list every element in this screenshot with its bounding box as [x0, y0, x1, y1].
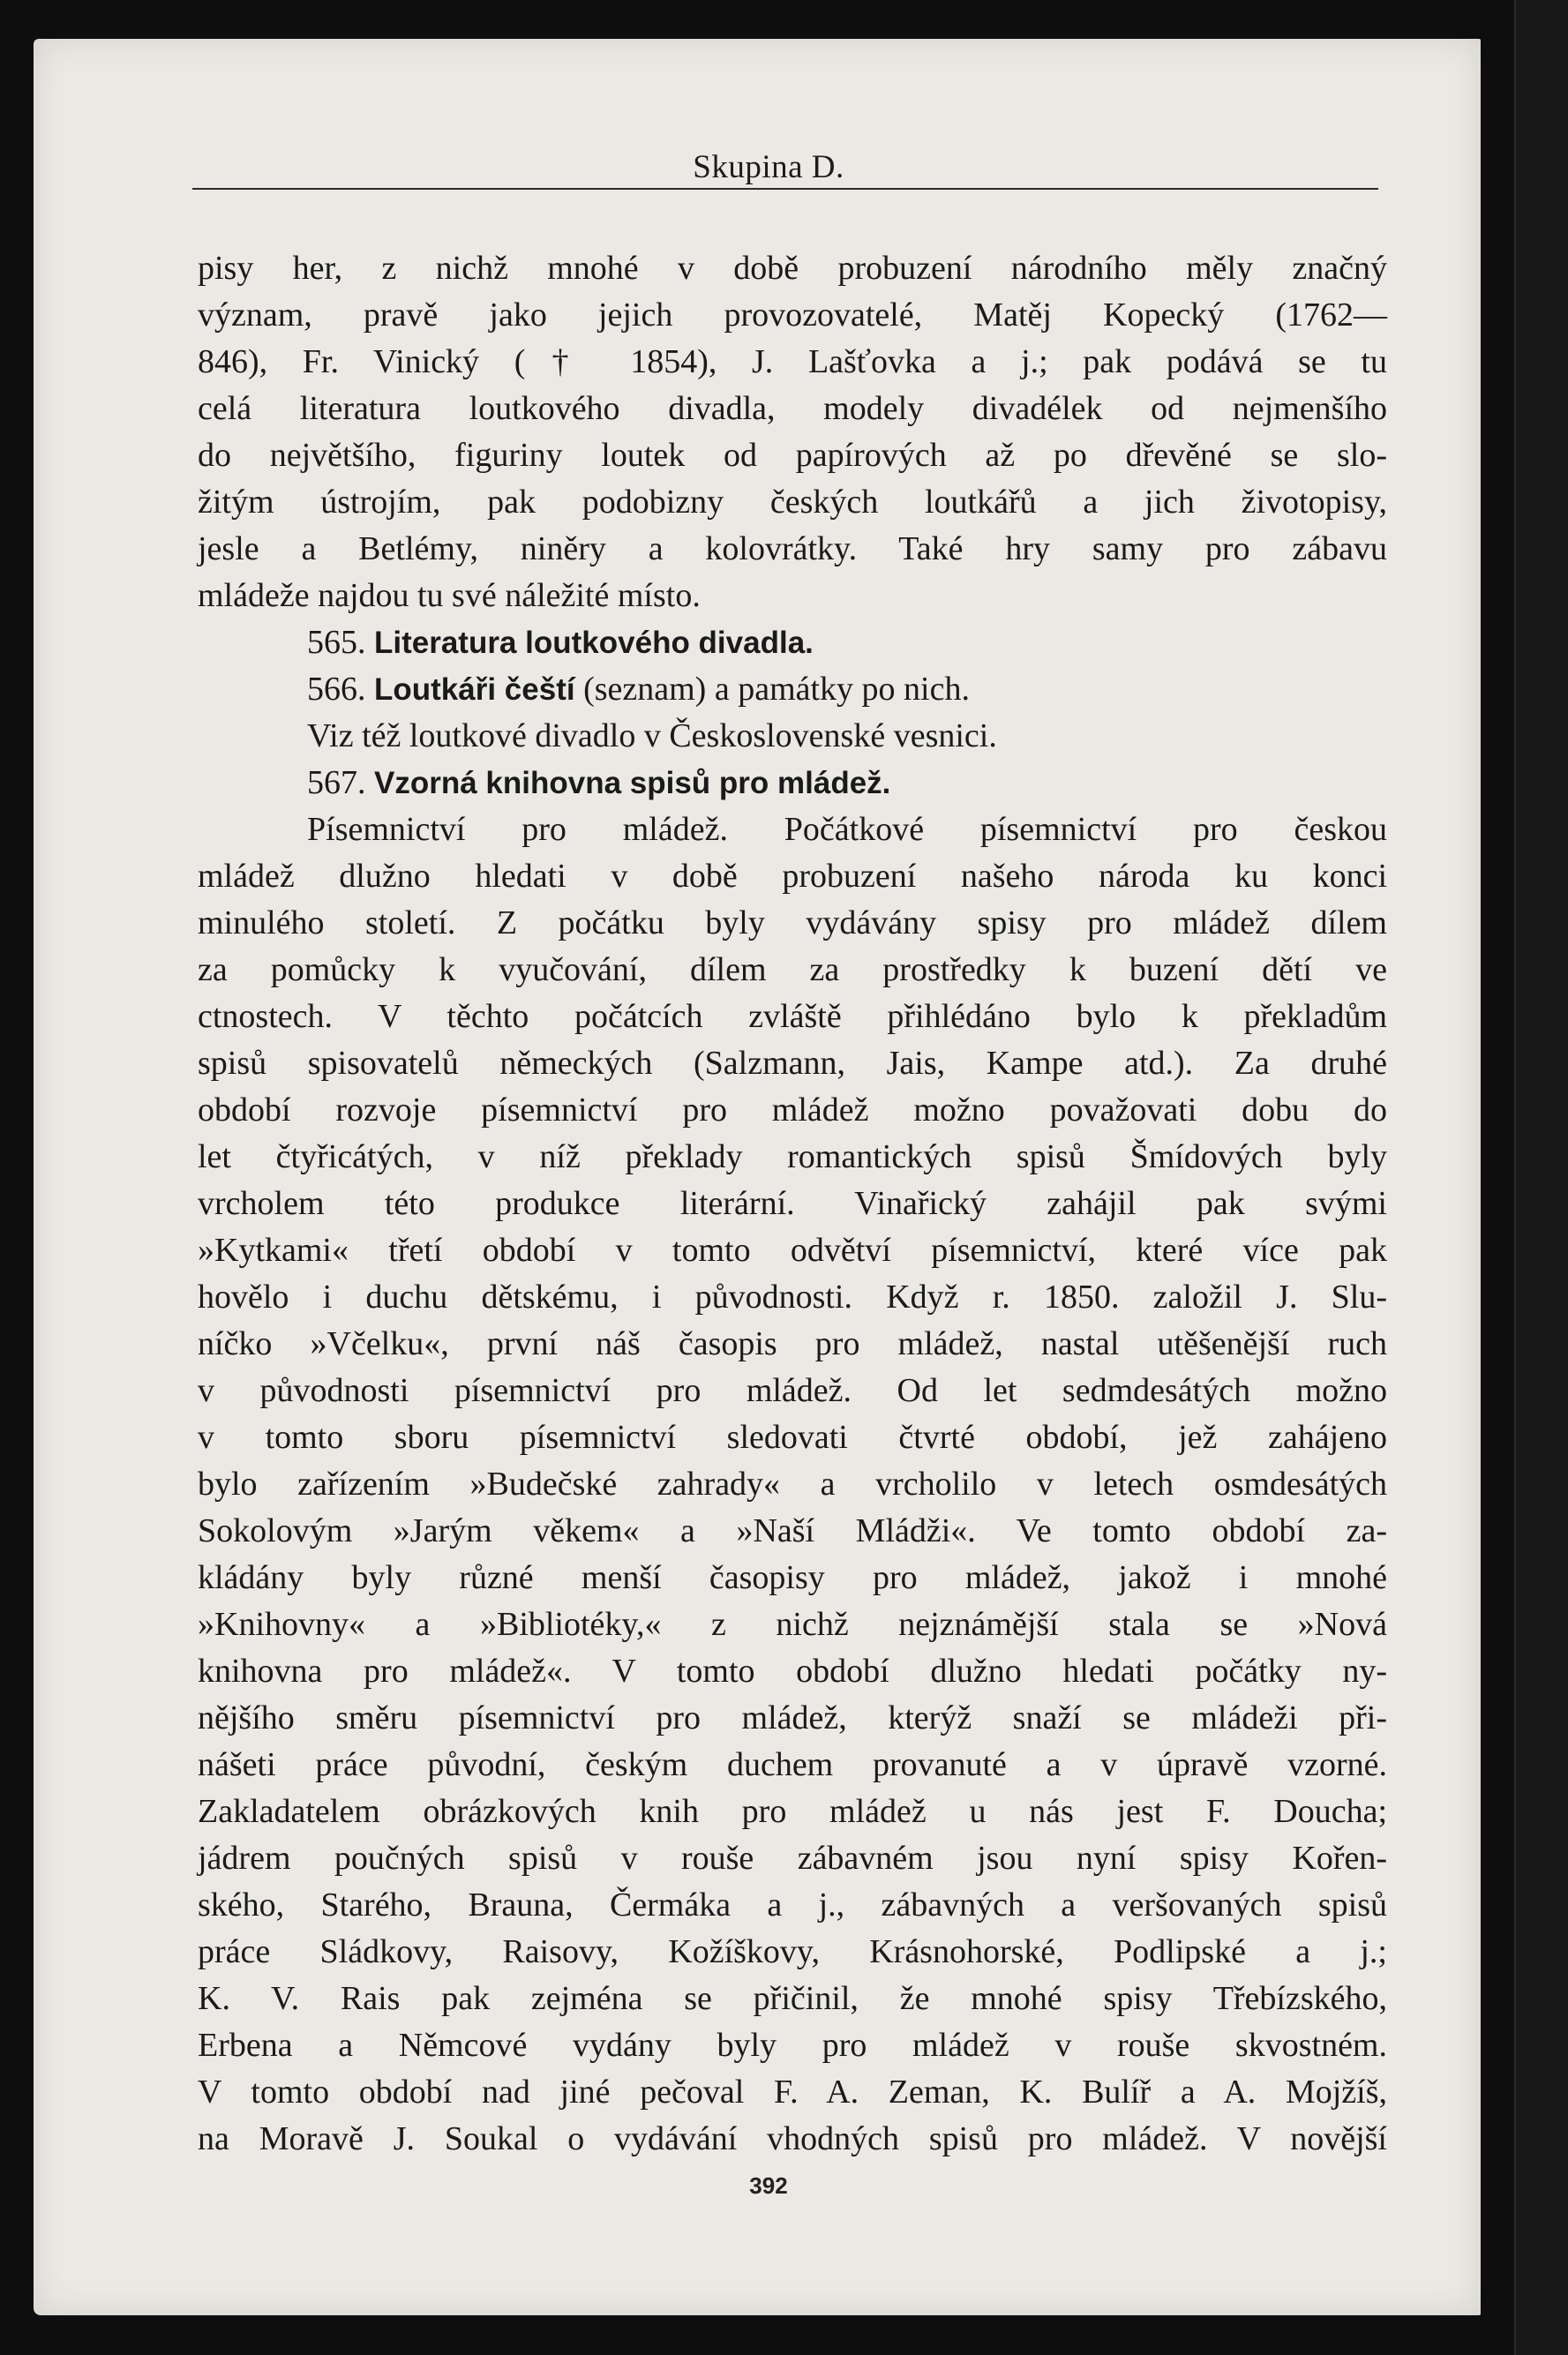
paragraph-line: za pomůcky k vyučování, dílem za prostředky k buzení dětí ve [198, 951, 1387, 988]
paragraph-line: mládež dlužno hledati v době probuzení našeho národa ku konci [198, 858, 1387, 895]
paragraph-line: knihovna pro mládež«. V tomto období dlužno hledati počátky ny- [198, 1653, 1387, 1690]
entry-number: 567. [307, 764, 366, 801]
paragraph-line: K. V. Rais pak zejména se přičinil, že mnohé spisy Třebízského, [198, 1980, 1387, 2017]
paragraph-line: hovělo i duchu dětskému, i původnosti. Když r. 1850. založil J. Slu- [198, 1279, 1387, 1316]
paragraph-line: minulého století. Z počátku byly vydávány spisy pro mládež dílem [198, 904, 1387, 941]
entry-note: Viz též loutkové divadlo v Československé vesnici. [307, 717, 997, 754]
text-line: význam, pravě jako jejich provozovatelé, Matěj Kopecký (1762— [198, 296, 1387, 334]
entry-number: 565. [307, 624, 366, 661]
entry-567 [198, 760, 1387, 806]
paragraph-line: níčko »Včelku«, první náš časopis pro mládež, nastal utěšenější ruch [198, 1325, 1387, 1362]
text-line: 846), Fr. Vinický († 1854), J. Lašťovka a j.; pak podává se tu [198, 343, 1387, 380]
text-line: mládeže najdou tu své náležité místo. [198, 577, 701, 614]
paragraph-line: práce Sládkovy, Raisovy, Kožíškovy, Krásnohorské, Podlipské a j.; [198, 1933, 1387, 1970]
paragraph-line: ského, Starého, Brauna, Čermáka a j., zábavných a veršovaných spisů [198, 1886, 1387, 1924]
paragraph-line: jádrem poučných spisů v rouše zábavném jsou nyní spisy Kořen- [198, 1840, 1387, 1877]
paragraph-line: nášeti práce původní, českým duchem provanuté a v úpravě vzorné. [198, 1746, 1387, 1783]
paragraph-line: nějšího směru písemnictví pro mládež, kterýž snaží se mládeži při- [198, 1699, 1387, 1736]
entry-title: Vzorná knihovna spisů pro mládež. [374, 766, 891, 800]
paragraph-line: Písemnictví pro mládež. Počátkové písemnictví pro českou [307, 811, 1387, 848]
paragraph-line: V tomto období nad jiné pečoval F. A. Zeman, K. Bulíř a A. Mojžíš, [198, 2074, 1387, 2111]
entry-rest: (seznam) a památky po nich. [574, 671, 970, 708]
entry-title: Loutkáři čeští [374, 672, 575, 707]
entry-title: Literatura loutkového divadla. [374, 626, 814, 660]
header-rule [192, 188, 1378, 190]
scan-edge-dark [1514, 0, 1568, 2355]
paragraph-line: Zakladatelem obrázkových knih pro mládež u nás jest F. Doucha; [198, 1793, 1387, 1830]
paragraph-line: v původnosti písemnictví pro mládež. Od let sedmdesátých možno [198, 1372, 1387, 1409]
paragraph-line: vrcholem této produkce literární. Vinařický zahájil pak svými [198, 1185, 1387, 1222]
entry-number: 566. [307, 671, 366, 708]
paragraph-line: »Kytkami« třetí období v tomto odvětví písemnictví, které více pak [198, 1232, 1387, 1269]
text-line: jesle a Betlémy, niněry a kolovrátky. Také hry samy pro zábavu [198, 530, 1387, 567]
text-line: celá literatura loutkového divadla, modely divadélek od nejmenšího [198, 390, 1387, 427]
paragraph-line: let čtyřicátých, v níž překlady romantických spisů Šmídových byly [198, 1138, 1387, 1175]
text-line: žitým ústrojím, pak podobizny českých loutkářů a jich životopisy, [198, 484, 1387, 521]
paragraph-line: v tomto sboru písemnictví sledovati čtvrté období, jež zahájeno [198, 1419, 1387, 1456]
paragraph-line: na Moravě J. Soukal o vydávání vhodných spisů pro mládež. V novější [198, 2120, 1387, 2157]
text-line: do největšího, figuriny loutek od papírových až po dřevěné se slo- [198, 437, 1387, 474]
paragraph-line: spisů spisovatelů německých (Salzmann, Jais, Kampe atd.). Za druhé [198, 1045, 1387, 1082]
running-head: Skupina D. [693, 149, 844, 185]
text-line: pisy her, z nichž mnohé v době probuzení národního měly značný [198, 250, 1387, 287]
paragraph-line: období rozvoje písemnictví pro mládež možno považovati dobu do [198, 1091, 1387, 1129]
paragraph-line: »Knihovny« a »Bibliotéky,« z nichž nejznámější stala se »Nová [198, 1606, 1387, 1643]
body-text [198, 245, 1387, 2163]
paragraph-line: Sokolovým »Jarým věkem« a »Naší Mládži«. Ve tomto období za- [198, 1512, 1387, 1549]
entry-566 [198, 666, 1387, 713]
paragraph-line: ctnostech. V těchto počátcích zvláště přihlédáno bylo k překladům [198, 998, 1387, 1035]
paragraph-line: bylo zařízením »Budečské zahrady« a vrcholilo v letech osmdesátých [198, 1466, 1387, 1503]
paragraph-line: Erbena a Němcové vydány byly pro mládež v rouše skvostném. [198, 2027, 1387, 2064]
entry-565 [198, 619, 1387, 666]
page-number: 392 [749, 2172, 788, 2199]
paragraph-line: kládány byly různé menší časopisy pro mládež, jakož i mnohé [198, 1559, 1387, 1596]
